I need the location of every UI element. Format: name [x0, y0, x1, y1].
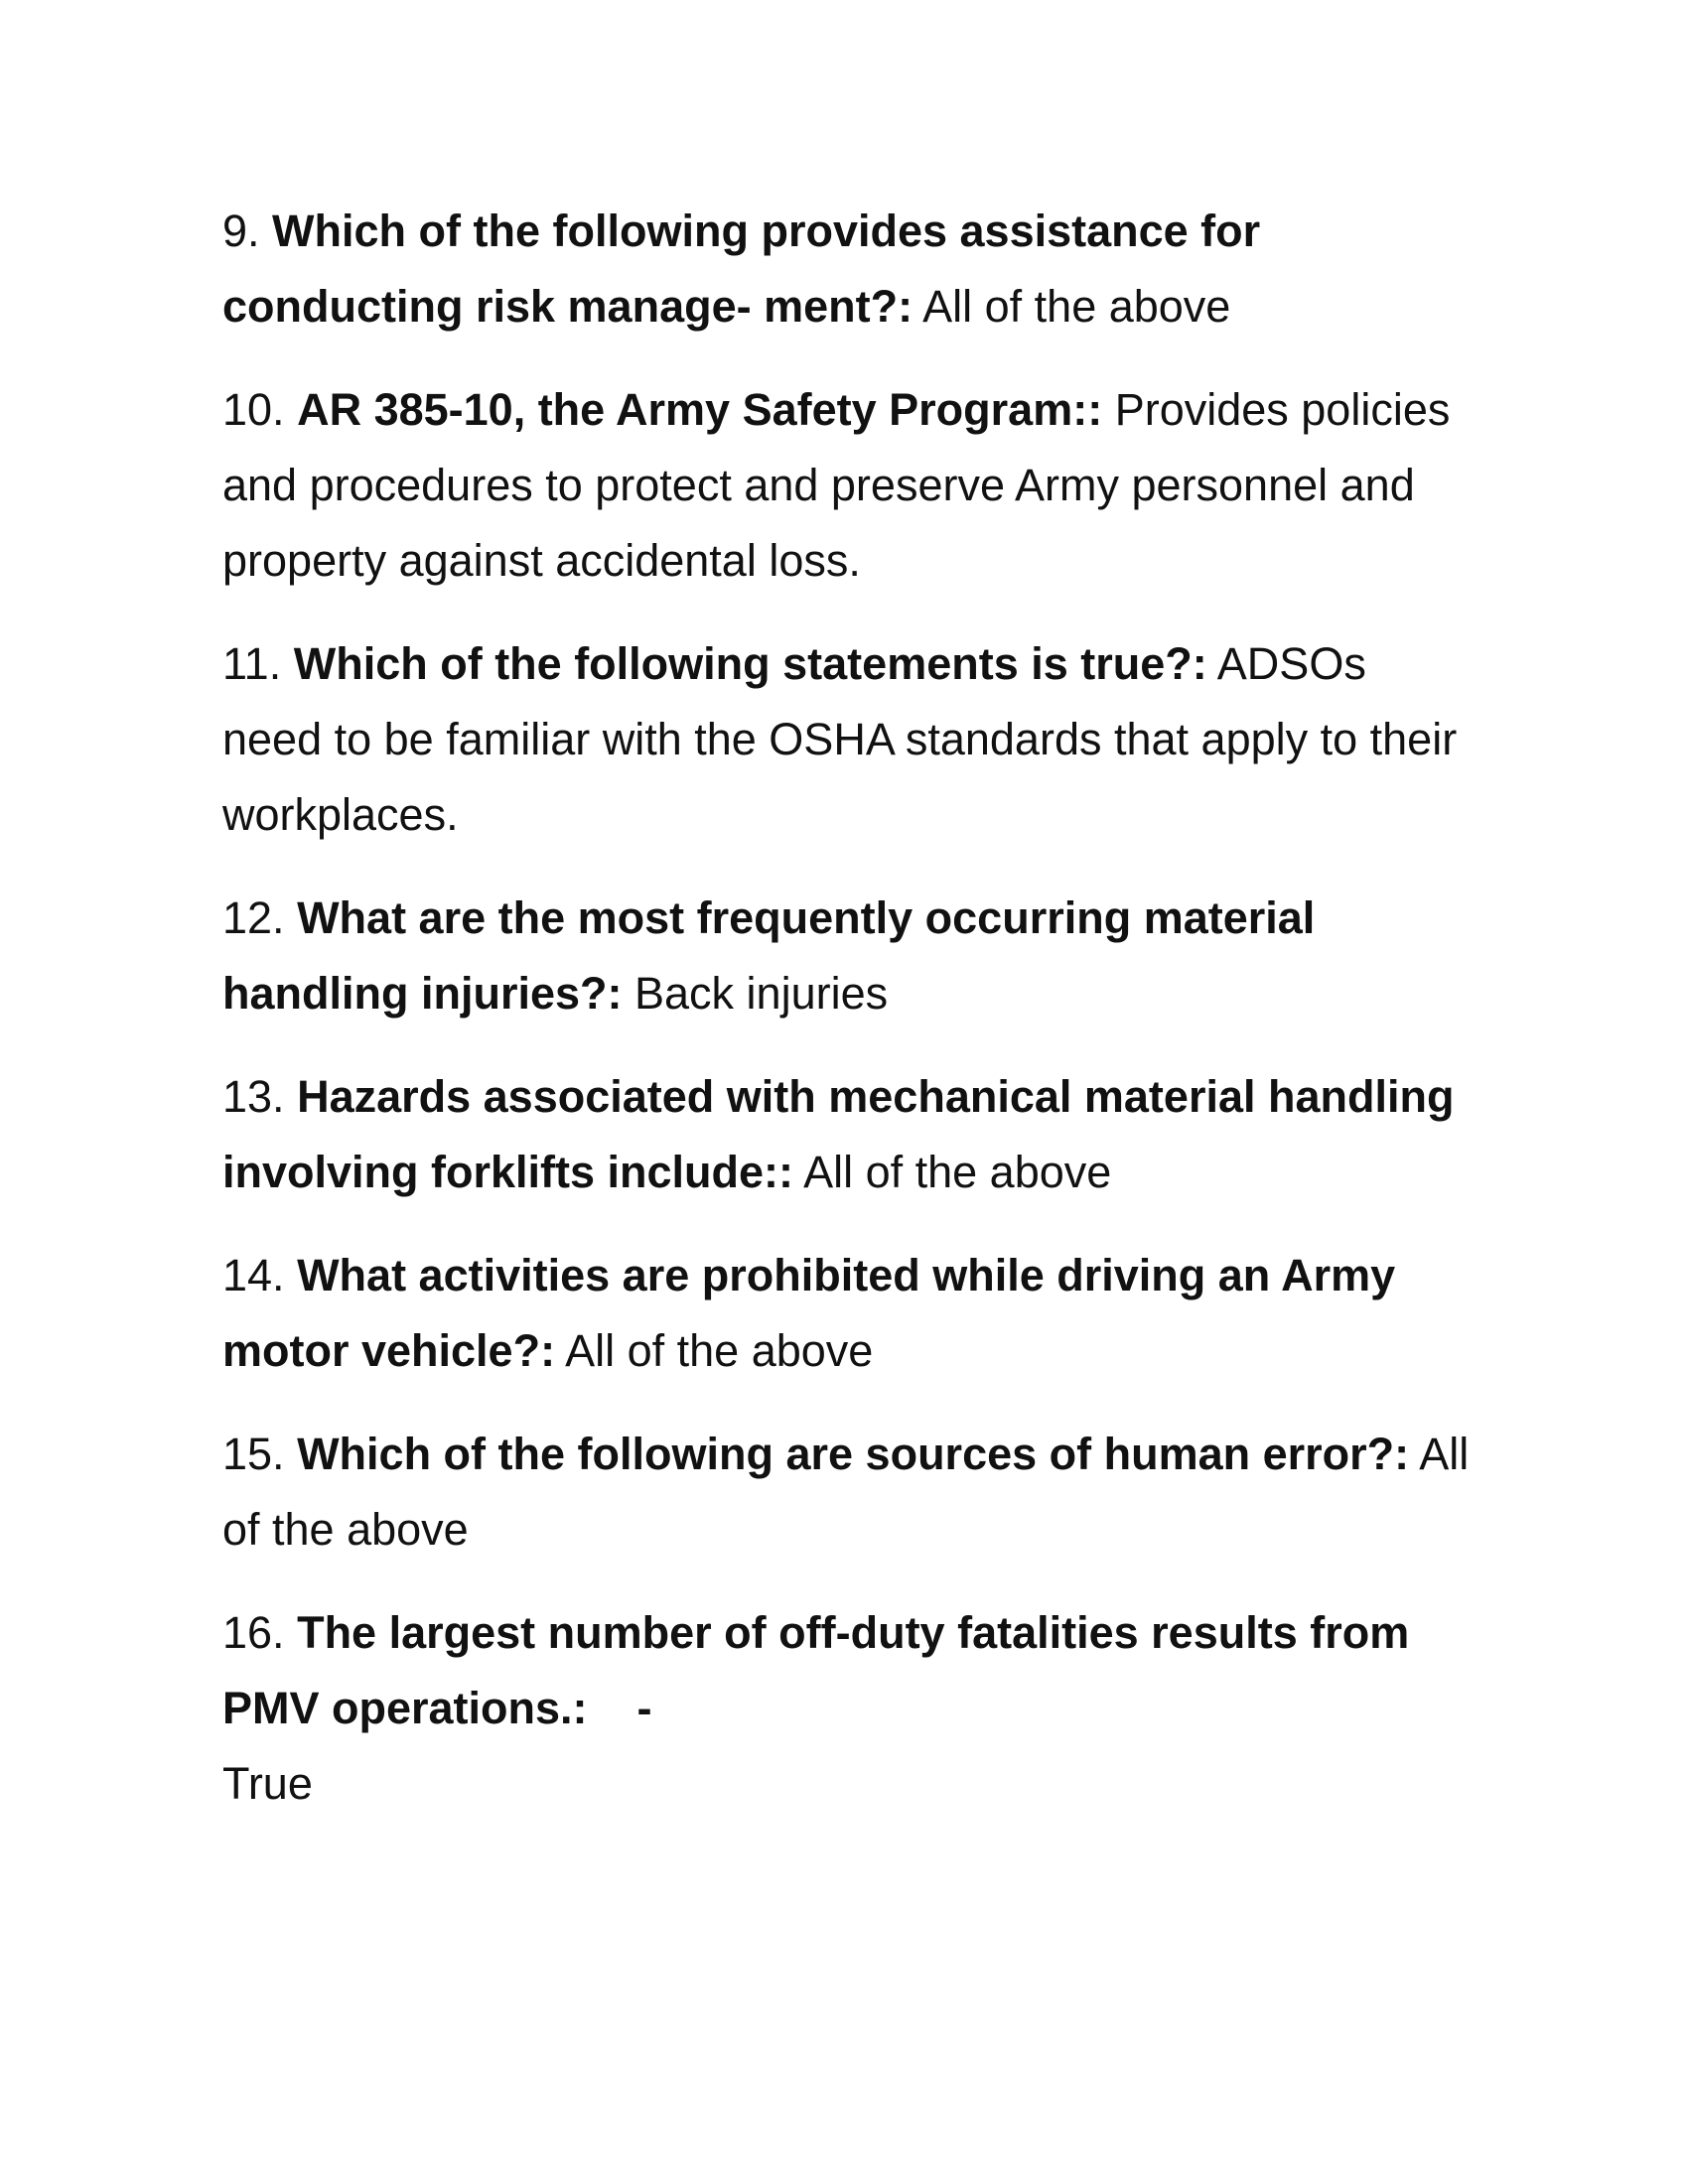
item-number: 9. — [222, 205, 260, 256]
item-number: 14. — [222, 1250, 285, 1300]
item-number: 16. — [222, 1607, 285, 1658]
qa-item-12 — [222, 881, 1474, 1031]
document-page — [222, 194, 1474, 1822]
item-number: 15. — [222, 1429, 285, 1479]
answer-text: True — [222, 1758, 313, 1809]
qa-item-13 — [222, 1059, 1474, 1210]
answer-text: Provides policies and procedures to protect and preserve Army personnel and property against accidental loss. — [222, 384, 1451, 586]
qa-item-9 — [222, 194, 1474, 344]
answer-text: All of the above — [565, 1325, 874, 1376]
answer-text: ADSOs need to be familiar with the OSHA standards that apply to their workplaces. — [222, 638, 1458, 840]
item-number: 13. — [222, 1071, 285, 1122]
question-text: What are the most frequently occurring material handling injuries?: — [222, 892, 1316, 1019]
question-text: The largest number of off-duty fatalities results from PMV operations.: - — [222, 1607, 1422, 1733]
qa-item-11 — [222, 626, 1474, 853]
answer-text: All of the above — [222, 1429, 1470, 1555]
answer-text: All of the above — [803, 1147, 1112, 1197]
qa-item-10 — [222, 372, 1474, 599]
question-text: What activities are prohibited while driving an Army motor vehicle?: — [222, 1250, 1396, 1376]
question-text: Hazards associated with mechanical material handling involving forklifts include:: — [222, 1071, 1455, 1197]
answer-text: Back injuries — [634, 968, 889, 1019]
question-text: Which of the following are sources of human error?: — [297, 1429, 1410, 1479]
qa-item-15 — [222, 1417, 1474, 1568]
item-number: 12. — [222, 892, 285, 943]
qa-item-14 — [222, 1238, 1474, 1389]
question-text: Which of the following statements is true?: — [293, 638, 1207, 689]
question-text: Which of the following provides assistance for conducting risk manage- ment?: — [222, 205, 1261, 332]
item-number: 11. — [222, 638, 282, 689]
answer-text: All of the above — [922, 281, 1231, 332]
question-text: AR 385-10, the Army Safety Program:: — [297, 384, 1103, 435]
qa-item-16 — [222, 1595, 1474, 1822]
item-number: 10. — [222, 384, 285, 435]
